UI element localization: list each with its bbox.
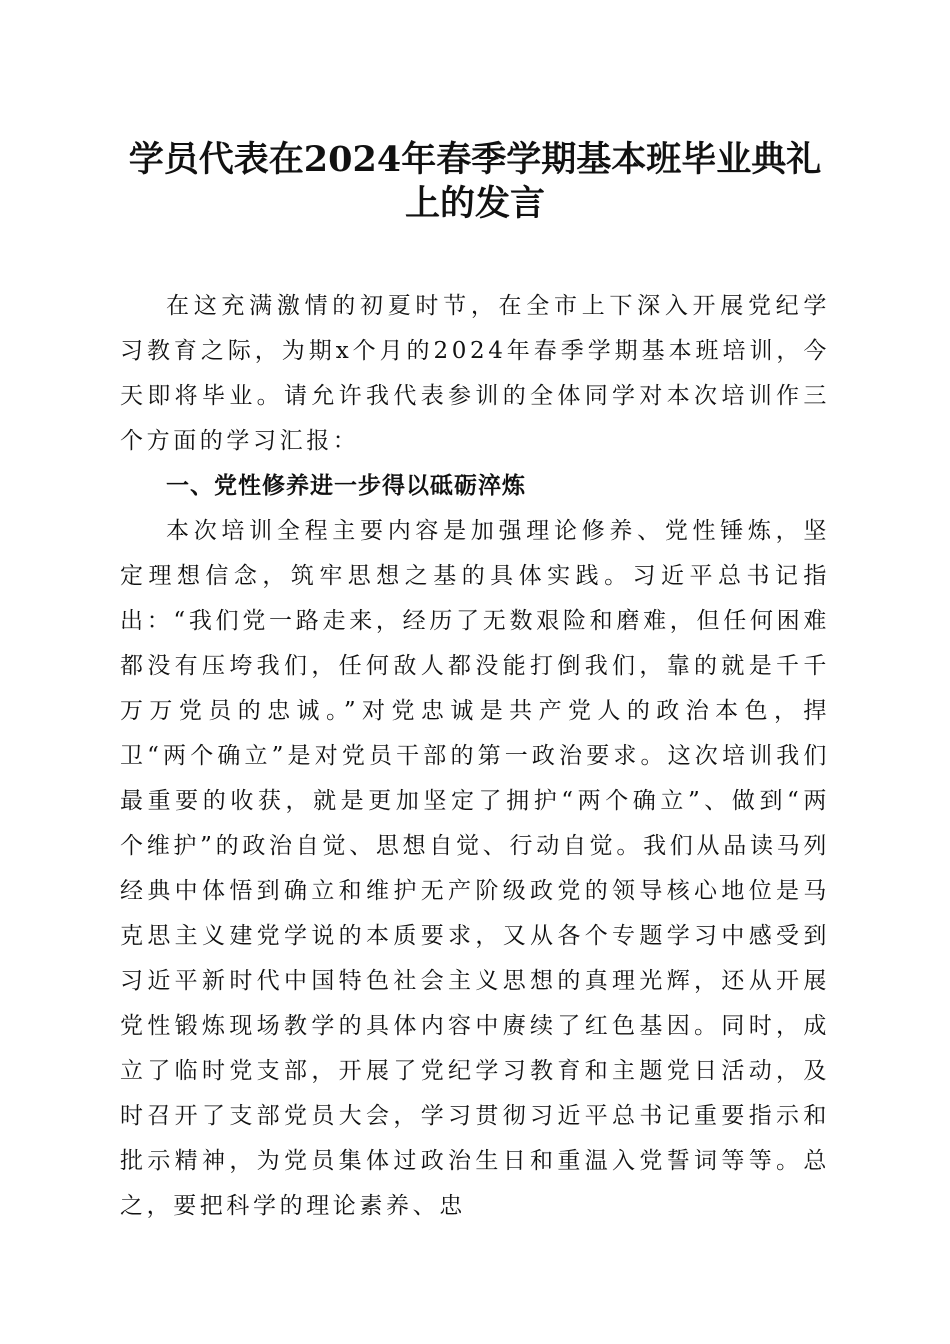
section-1-paragraph: 本次培训全程主要内容是加强理论修养、党性锤炼，坚定理想信念，筑牢思想之基的具体实践。习近平总书记指出：“我们党一路走来，经历了无数艰险和磨难，但任何困难都没有压垮我们，任何敌人都没能打倒我们，靠的就是千千万万党员的忠诚。”对党忠诚是共产党人的政治本色，捍卫“两个确立”是对党员干部的第一政治要求。这次培训我们最重要的收获，就是更加坚定了拥护“两个确立”、做到“两个维护”的政治自觉、思想自觉、行动自觉。我们从品读马列经典中体悟到确立和维护无产阶级政党的领导核心地位是马克思主义建党学说的本质要求，又从各个专题学习中感受到习近平新时代中国特色社会主义思想的真理光辉，还从开展党性锻炼现场教学的具体内容中赓续了红色基因。同时，成立了临时党支部，开展了党纪学习教育和主题党日活动，及时召开了支部党员大会，学习贯彻习近平总书记重要指示和批示精神，为党员集体过政治生日和重温入党誓词等等。总之，要把科学的理论素养、忠 — [120, 518, 830, 1219]
section-heading-1: 一、党性修养进一步得以砥砺淬炼 — [166, 473, 526, 499]
intro-paragraph: 在这充满激情的初夏时节，在全市上下深入开展党纪学习教育之际，为期x个月的2024年春季学期基本班培训，今天即将毕业。请允许我代表参训的全体同学对本次培训作三个方面的学习汇报： — [120, 293, 830, 454]
title-line-1: 学员代表在2024年春季学期基本班毕业典礼 — [128, 139, 822, 180]
document-title — [120, 138, 830, 226]
document-body — [120, 284, 830, 1229]
title-line-2: 上的发言 — [404, 183, 545, 224]
